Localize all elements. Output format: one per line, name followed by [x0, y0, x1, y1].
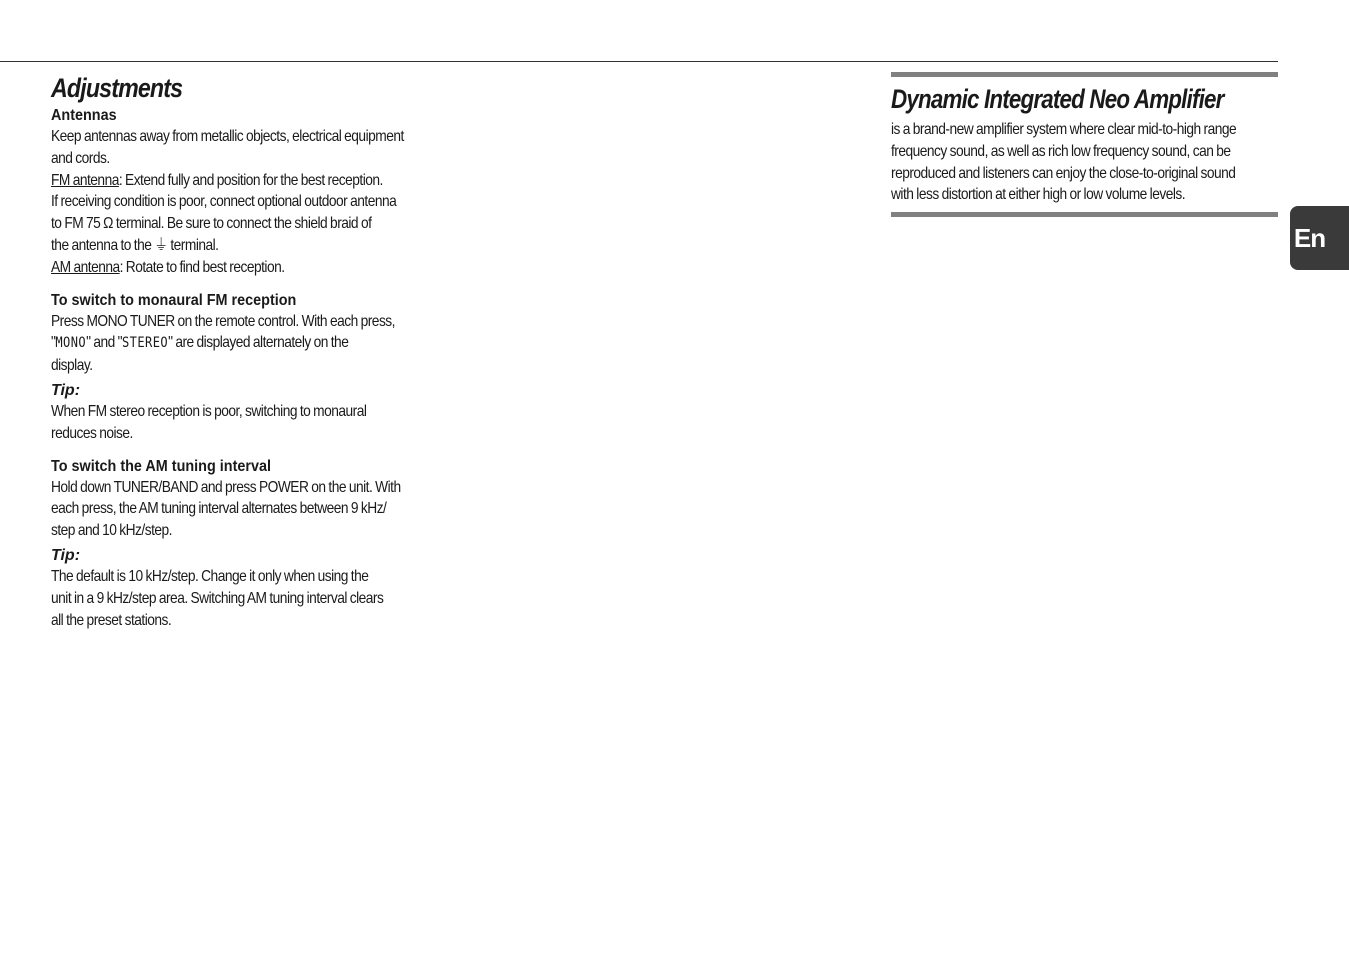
lcd-mono-text: MONO: [55, 335, 87, 352]
antennas-heading: Antennas: [51, 107, 117, 124]
dina-line: reproduced and listeners can enjoy the close-to-original sound: [891, 164, 1236, 182]
language-tab-label: En: [1293, 222, 1326, 253]
tip-line: all the preset stations.: [51, 611, 172, 629]
tip-line: When FM stereo reception is poor, switching to monaural: [51, 402, 367, 420]
tip-line: The default is 10 kHz/step. Change it only when using the: [51, 567, 369, 585]
am-interval-heading: To switch the AM tuning interval: [51, 457, 272, 475]
quote: ": [51, 334, 56, 352]
am-antenna-line: [51, 257, 438, 279]
dina-bottom-bar: [891, 212, 1278, 217]
dina-top-bar: [891, 72, 1278, 77]
fm-antenna-label: FM antenna: [51, 171, 119, 189]
adjustments-section: [51, 70, 439, 631]
ground-icon: ⏚: [154, 236, 168, 254]
am-interval-line: step and 10 kHz/step.: [51, 522, 172, 540]
tip-line: unit in a 9 kHz/step area. Switching AM tuning interval clears: [51, 589, 384, 607]
am-antenna-text: : Rotate to find best reception.: [119, 258, 285, 276]
fm-antenna-text: the antenna to the: [51, 236, 155, 254]
mono-text: " are displayed alternately on the: [168, 334, 349, 352]
quote: " and ": [86, 334, 123, 352]
antennas-line: Keep antennas away from metallic objects, electrical equipment: [51, 128, 404, 145]
am-interval-line: Hold down TUNER/BAND and press POWER on the unit. With: [51, 478, 401, 496]
am-interval-line: each press, the AM tuning interval alternates between 9 kHz/: [51, 500, 387, 518]
fm-antenna-line: [51, 235, 438, 257]
fm-antenna-text: terminal.: [167, 236, 219, 254]
dina-title: Dynamic Integrated Neo Amplifier: [891, 84, 1224, 114]
lcd-stereo-text: STEREO: [122, 335, 169, 352]
tip-heading: Tip:: [51, 381, 81, 399]
antennas-line: and cords.: [51, 149, 110, 167]
fm-antenna-line: If receiving condition is poor, connect optional outdoor antenna: [51, 193, 397, 211]
fm-antenna-line: to FM 75 Ω terminal. Be sure to connect the shield braid of: [51, 215, 372, 233]
dina-line: is a brand-new amplifier system where clear mid-to-high range: [891, 121, 1237, 138]
dina-line: with less distortion at either high or low volume levels.: [891, 186, 1186, 204]
dina-line: frequency sound, as well as rich low frequency sound, can be: [891, 142, 1231, 160]
tip-line: reduces noise.: [51, 424, 133, 442]
fm-antenna-line: [51, 170, 438, 192]
top-divider: [0, 61, 1278, 62]
page-title: Adjustments: [51, 73, 183, 103]
fm-antenna-text: : Extend fully and position for the best reception.: [118, 171, 383, 189]
mono-heading: To switch to monaural FM reception: [51, 291, 297, 309]
mono-line: [51, 332, 438, 355]
mono-line: display.: [51, 357, 93, 375]
am-antenna-label: AM antenna: [51, 258, 120, 276]
mono-line: Press MONO TUNER on the remote control. With each press,: [51, 312, 395, 330]
language-tab: [1290, 206, 1349, 270]
dina-box: [891, 72, 1278, 217]
tip-heading: Tip:: [51, 546, 81, 564]
